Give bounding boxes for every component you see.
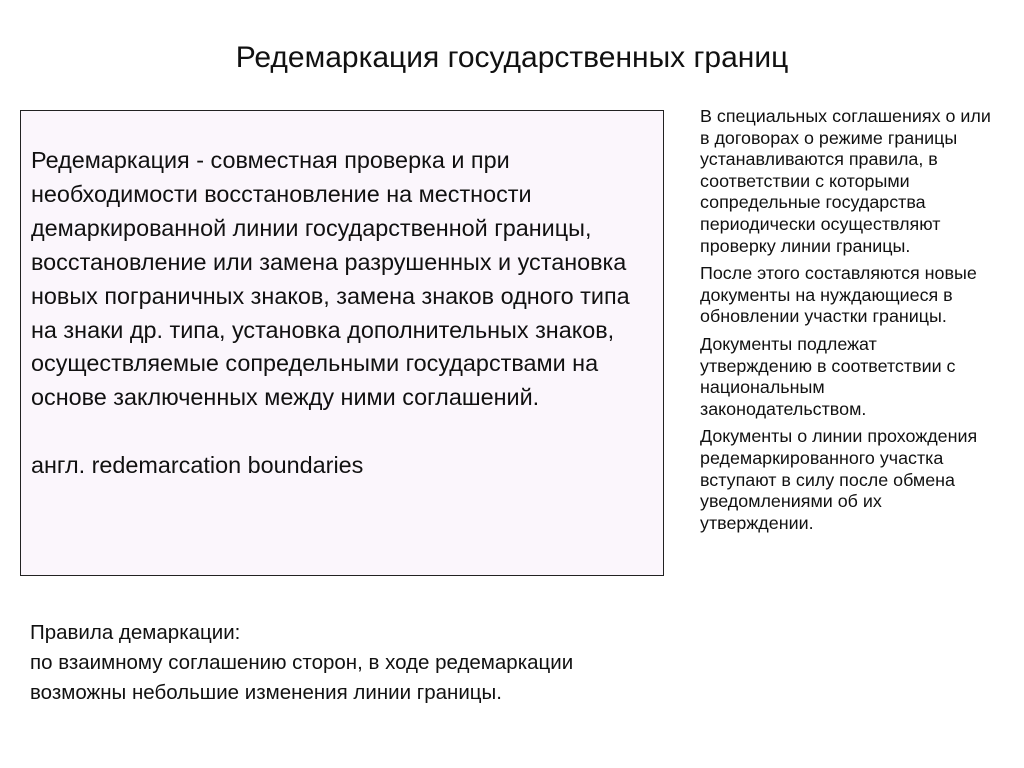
rules-text: по взаимному соглашению сторон, в ходе редемаркации возможны небольшие изменения линии границы. (30, 650, 574, 704)
demarcation-rules (30, 618, 650, 707)
english-term: англ. redemarcation boundaries (31, 452, 364, 479)
definition-text: Редемаркация - совместная проверка и при необходимости восстановление на местности демаркированной линии государственной границы, восстановление или замена разрушенных и установка новых пограничных знаков, замена знаков одного типа на знаки др. типа, установка дополнительных знаков, осуществляемые сопредельными государствами на основе заключенных между ними соглашений. (31, 147, 630, 411)
rules-heading: Правила демаркации: (30, 621, 241, 644)
sidebar-paragraph-2: После этого составляются новые документы на нуждающиеся в обновлении участки границы. (700, 263, 977, 327)
page-title: Редемаркация государственных границ (235, 41, 789, 74)
sidebar-paragraph-1: В специальных соглашениях о или в договорах о режиме границы устанавливаются правила, в соответствии с которыми сопредельные государства периодически осуществляют проверку линии границы. (700, 106, 991, 256)
sidebar-paragraph-4: Документы о линии прохождения редемаркированного участка вступают в силу после обмена уведомлениями об их утверждении. (700, 426, 978, 533)
sidebar-notes (700, 106, 992, 540)
definition-box (20, 110, 664, 576)
sidebar-paragraph-3: Документы подлежат утверждению в соответствии с национальным законодательством. (700, 333, 956, 419)
